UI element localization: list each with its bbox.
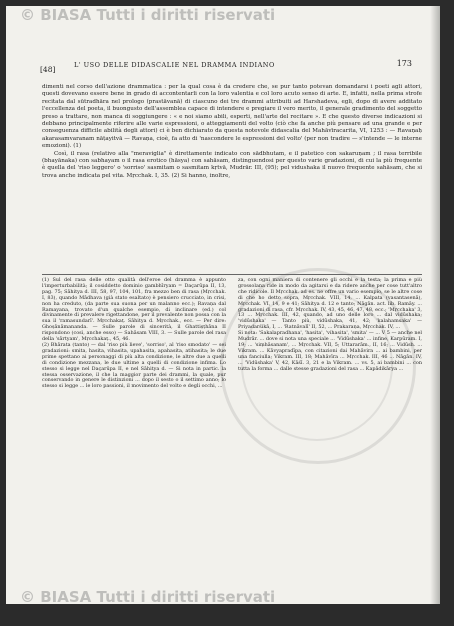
footnote: za, con ogni maniera di contenere gli occhi e la testa; la prima e più grossolana ride in modo da agitarsi e da ridere anche per cose tutt'altro che ridicole. Il Mṛcchak. ad es. ne offre un vario esempio, se le altre cose di che ho detto sopra, Mṛcchak. VIII, 14, ... Kalpata (vasantasenā), Mṛcchak. VI, 14, 9 e 41; Sāhitya d. 12 e tanto; Nāgān. act. lib. Ramāy. ... gradazioni di rasa, cfr. Mṛcchak. IV, 43, 45, 46, 47, 48, ecc.; 'Mṛcchaka' 3, 13 ... Mṛcchak. III, 42, quando, ad uno delle loro ... dal vidūshaka; 'vidūshaka' — Tanto più, vidūshaka, 41, 42; 'kalahamsaka' — Priyadarśikā, I, ... 'Ratnāvalī' II, 52, ... Prakaraṇa, Mṛcchak. IV, ... — [238, 277, 422, 331]
body-paragraph: dimenti nel corso dell'azione drammatica : per la qual cosa è da credere che, se pur tanto potevan domandarsi i poeti agli attori, questi dovevano essere bene in grado di accontentarli con la loro valentia e col loro acuto senso di arte. E, infatti, nella prima strofe recitata dal sūtradhāra nel prologo (prastāvanā) di ciascuno dei tre drammi attribuiti ad Harshadeva, egli, dopo di avere additato l'eccellenza del poeta, il buongusto dell'assemblea capace di intendere e pregiare il vero merito, il generale gradimento del soggetto preso a trattare, non manca di soggiungere : « e noi siamo abili, esperti, nell'arte del recitare ». E che questo diverse indicazioni si debbano principalmente riferire alle varie espressioni, o atteggiamenti del volto (ciò che fa anche più pensare ad una grande e per conseguenza difficile abilità degli attori) ci è ben dichiarato da questa notevole didascalia del Mahāvīracarita, VI, 1253 : — Ravaṇaḥ akarasamvaranam nāṭayitvā — Ravaṇa, cioè, fa atto di 'nascondere le espressioni del volto' (per non tradire — s'intende — le interne emozioni). (1) — [42, 84, 422, 150]
page-edge-shadow — [430, 6, 440, 604]
footnote: (1) Sul del rasa delle otto qualità dell'eroe del dramma è appunto l'imperturbabilità; il cosiddetto dominio gambhīryam = Daçarūpa II, 13, pag. 75; Sāhitya d. III, 58, 97, 104, 101, fra mezzo ben di rasa (Mṛcchak. I, 83), quando Mādhava (già stato esaltato) è pensiero crucciato, in crisi, non ha creduto, (da parte sua suona per un malanno ecc.); Ravaṇa dal Ramayana, trovato d'un qualche esempio, di inclinare (ed.) col divinamente di prevalere rigettandone, per il prevalente non possa con la sua il 'ramasundarī'. Mṛcchakaṭ. Sāhitya d. Mṛcchak., ecc. — Per dire: Ghoṣānāmananda. — Sulle parole di sincerità, il Ghattiṣṭhāna II rispondono (così, anche esso) — Sahāsam VIII, 3. — Sulle parole del rasa della 'sārtyam', Mṛcchakaṭ., 45, 46. — [42, 277, 226, 343]
page-label: [48] — [40, 65, 56, 74]
folio-number: 173 — [396, 59, 412, 68]
body-paragraph: Così, il rasa (relativo alla "meraviglia" è direttamente indicato con sādbhutam, e il patetico con sakaruṇam ; il rasa terribile (bhayānaka) con sabhayam o il rasa erotico (hāsya) con sahāsam, distinguendosi per questo varie gradazioni, di cui la più frequente è quella del 'riso leggero' o 'sorriso' sasmitam o sasmitam kṛtvā, Mudrār. III, (95); pel vidushaka il nuovo frequente sahāsam, che si trova anche indicata pel vita. Mṛcchak. I, 35. (2) Si hanno, inoltre, — [42, 150, 422, 179]
footnote: (2) Bhārata (tanto) — dal 'riso più lieve', 'sorriso', al 'riso smodato' — sei gradazioni: smita, hasita, vihasita, upahasita, apahasita, atihasita; le due prime spettano ai personaggi di più alta condizione, le altre due a quelli di condizione mezzana, le due ultime a quelli di condizione infima. Lo stesso si legge nel Daçarūpa II, e nel Sāhitya d. — Si nota in partic. la stessa osservazione, il che la maggior parte dei drammi, la quale, pur conservando in genere le distinzioni ... dopo il sesto o il settimo anno; lo stesso si legge ... le loro passioni, il movimento del volto e degli occhi, ... — [42, 341, 226, 390]
watermark-bottom: © BIASA Tutti i diritti riservati — [20, 588, 276, 604]
footnote: Si nota: 'Sakalapradhana', 'hasita', 'vihasita', 'smita' — ... V 5 — anche nel Mudrār. ... dove si nota una speciale ... 'Vidūshaka' ... infine, Karpūram. I, 19; ... 'siṃhāsanam', ... Mṛcchak. VII, 5; Uttararām., II, 16; ... Vidūsh. ... Vikram. ... Kāvyapradīpa, con citazioni dai Mahāvira ... ai bambini, per una fanciulla; Vikram. III, 18; Mahāvīra ... Mṛcchak. III, 46 ... Nāgān. IV, ... 'Vidūshaka' V, 42, Kāśī. 3, 21 e la Vikram. ... vs. 5, ai bambini ... con tutta la forma ... dalle stesse gradazioni del rasa ... Kapādikārya ... — [238, 330, 422, 372]
watermark-top: © BIASA Tutti i diritti riservati — [20, 6, 276, 24]
running-head: L' USO DELLE DIDASCALIE NEL DRAMMA INDIANO — [74, 61, 275, 69]
footnote-rule — [42, 274, 422, 275]
footnotes-left-column — [42, 278, 226, 390]
main-text — [42, 84, 422, 180]
book-page — [6, 6, 440, 604]
footnotes-right-column — [238, 278, 422, 373]
